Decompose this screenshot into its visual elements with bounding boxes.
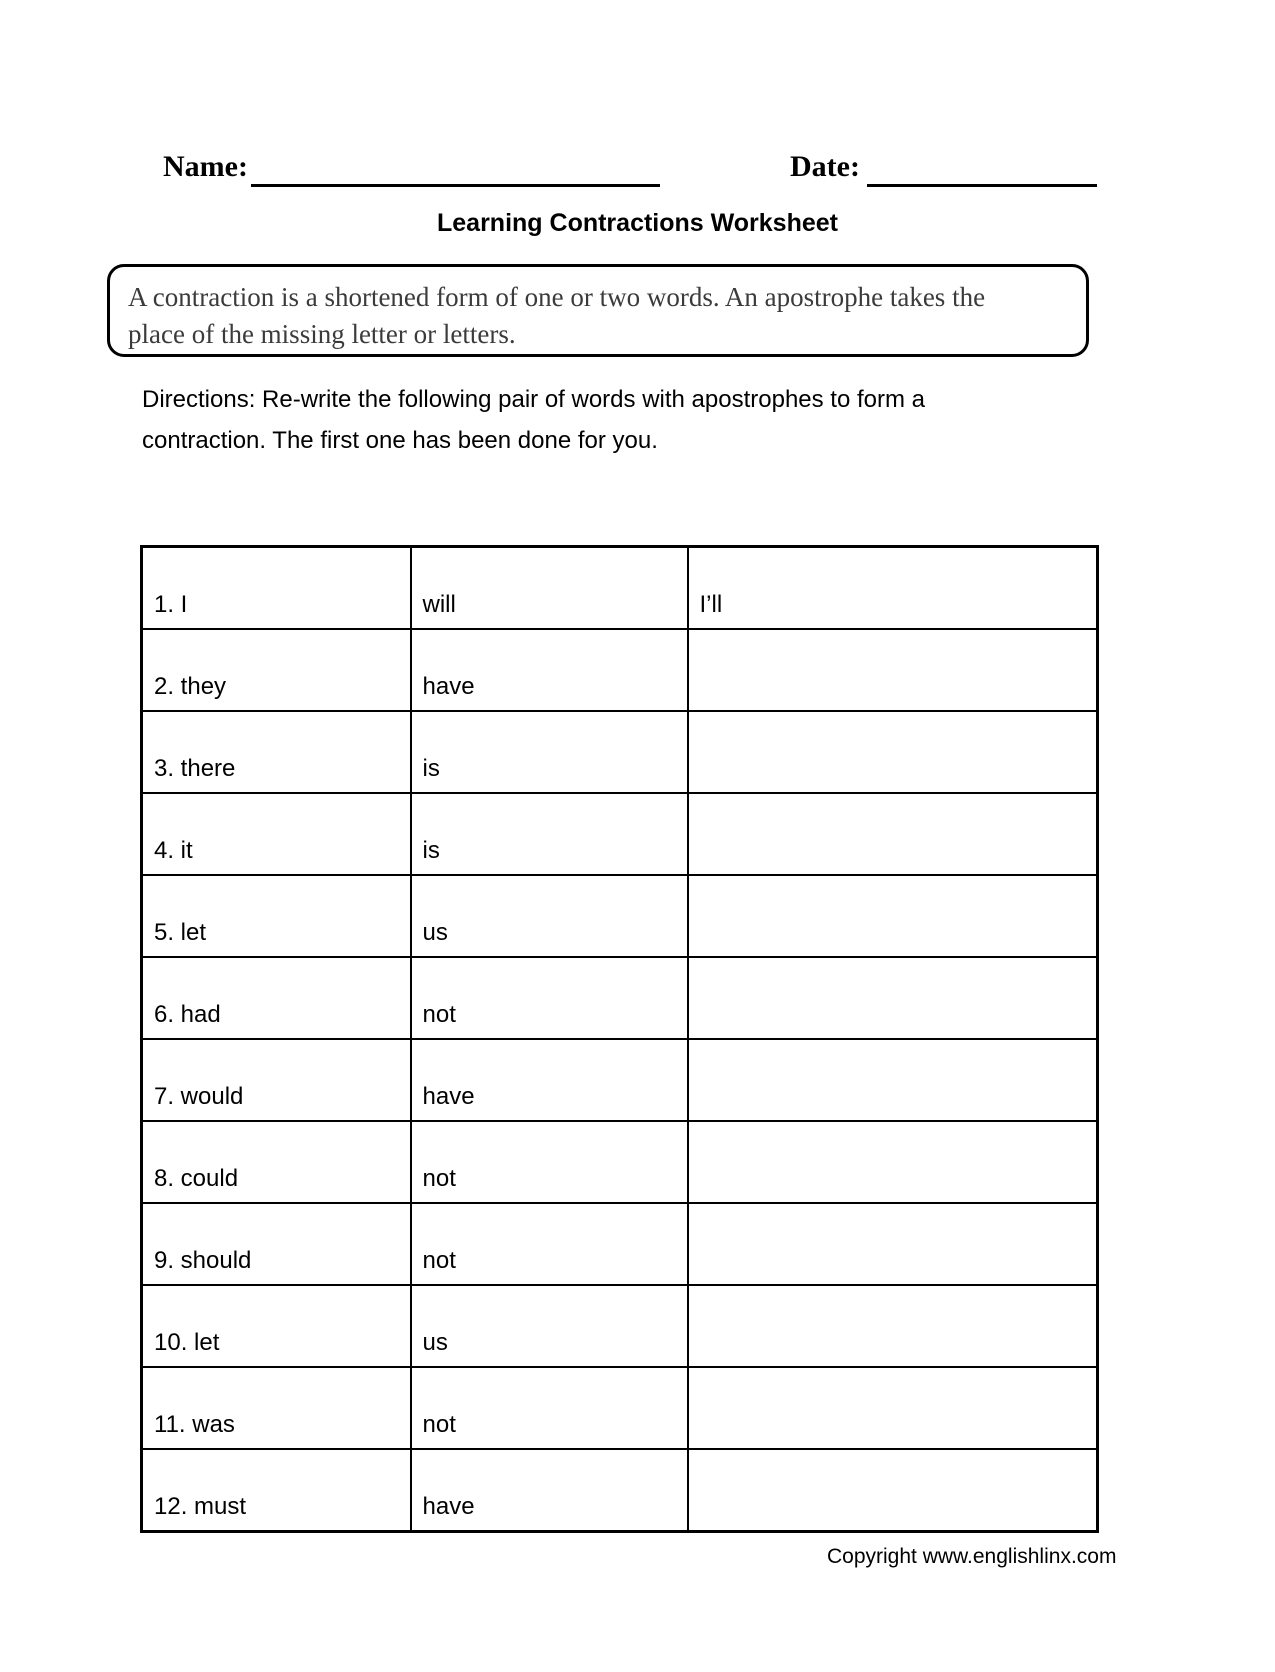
cell-first-word: 10. let	[142, 1285, 411, 1367]
cell-first-word: 6. had	[142, 957, 411, 1039]
directions-line-1: Directions: Re-write the following pair of words with apostrophes to form a	[142, 386, 925, 413]
cell-contraction	[688, 1203, 1098, 1285]
cell-first-word: 8. could	[142, 1121, 411, 1203]
table-row	[142, 793, 1098, 875]
cell-second-word: not	[411, 957, 688, 1039]
cell-contraction	[688, 1449, 1098, 1532]
cell-second-word: will	[411, 547, 688, 630]
cell-second-word: us	[411, 1285, 688, 1367]
cell-contraction	[688, 957, 1098, 1039]
copyright-text: Copyright www.englishlinx.com	[827, 1545, 1117, 1568]
cell-contraction	[688, 793, 1098, 875]
table-row	[142, 1203, 1098, 1285]
cell-first-word: 3. there	[142, 711, 411, 793]
table-row	[142, 957, 1098, 1039]
cell-first-word: 4. it	[142, 793, 411, 875]
table-row	[142, 1449, 1098, 1532]
cell-second-word: not	[411, 1121, 688, 1203]
cell-contraction	[688, 875, 1098, 957]
contractions-table	[140, 545, 1099, 1533]
cell-second-word: have	[411, 1039, 688, 1121]
cell-contraction	[688, 1121, 1098, 1203]
table-row	[142, 1121, 1098, 1203]
table-row	[142, 875, 1098, 957]
cell-second-word: is	[411, 711, 688, 793]
cell-contraction	[688, 1285, 1098, 1367]
table-row	[142, 711, 1098, 793]
definition-line-2: place of the missing letter or letters.	[128, 319, 516, 349]
directions-text	[142, 379, 1142, 461]
cell-first-word: 5. let	[142, 875, 411, 957]
cell-first-word: 7. would	[142, 1039, 411, 1121]
cell-first-word: 1. I	[142, 547, 411, 630]
cell-second-word: have	[411, 629, 688, 711]
cell-second-word: not	[411, 1203, 688, 1285]
name-blank-line	[251, 184, 660, 187]
definition-line-1: A contraction is a shortened form of one or two words. An apostrophe takes the	[128, 282, 986, 312]
cell-first-word: 9. should	[142, 1203, 411, 1285]
table-row	[142, 1367, 1098, 1449]
definition-box	[107, 264, 1089, 357]
table-row	[142, 1039, 1098, 1121]
cell-contraction	[688, 711, 1098, 793]
name-label: Name:	[163, 150, 248, 183]
date-label: Date:	[790, 150, 860, 183]
table-row	[142, 547, 1098, 630]
table-row	[142, 629, 1098, 711]
page-title: Learning Contractions Worksheet	[437, 209, 838, 237]
cell-first-word: 2. they	[142, 629, 411, 711]
cell-second-word: us	[411, 875, 688, 957]
cell-second-word: have	[411, 1449, 688, 1532]
cell-second-word: is	[411, 793, 688, 875]
date-blank-line	[867, 184, 1097, 187]
cell-second-word: not	[411, 1367, 688, 1449]
cell-contraction	[688, 1367, 1098, 1449]
cell-contraction	[688, 629, 1098, 711]
cell-contraction: I’ll	[688, 547, 1098, 630]
table-row	[142, 1285, 1098, 1367]
directions-line-2: contraction. The first one has been done for you.	[142, 427, 658, 454]
cell-contraction	[688, 1039, 1098, 1121]
cell-first-word: 11. was	[142, 1367, 411, 1449]
cell-first-word: 12. must	[142, 1449, 411, 1532]
